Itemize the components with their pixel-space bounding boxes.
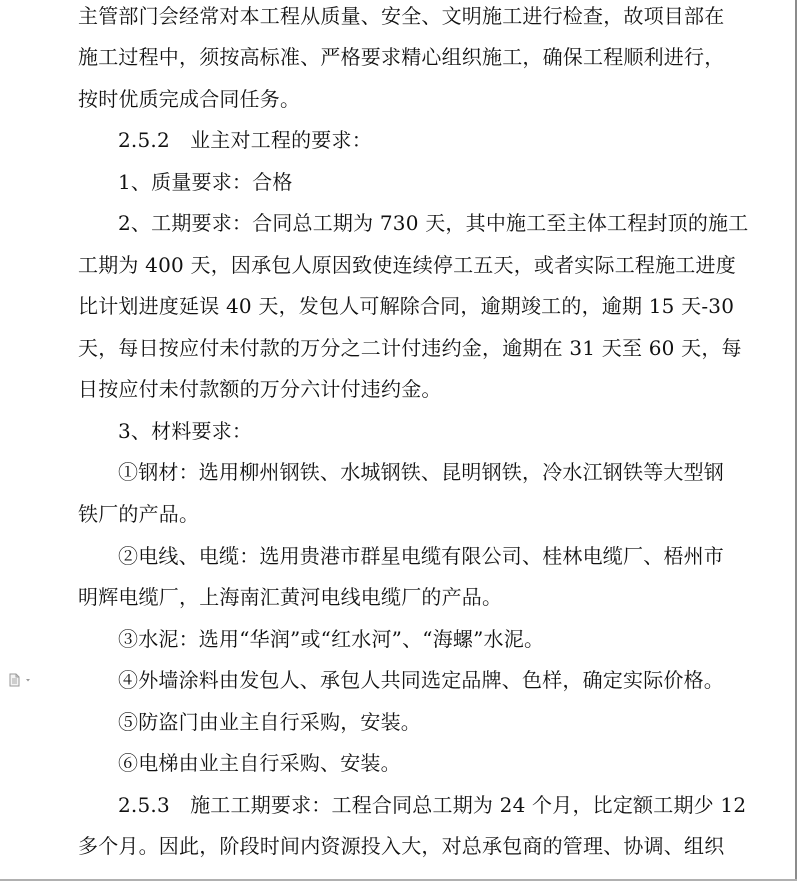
paragraph-anchor-icon[interactable] — [9, 673, 35, 687]
paragraph-line: 日按应付未付款额的万分六计付违约金。 — [78, 377, 442, 401]
section-heading-2-5-3: 2.5.3 施工工期要求：工程合同总工期为 24 个月，比定额工期少 12 — [118, 793, 747, 817]
material-requirement-heading: 3、材料要求： — [118, 419, 253, 443]
material-item-elevator: ⑥电梯由业主自行采购、安装。 — [118, 751, 401, 775]
material-item-cement: ③水泥：选用“华润”或“红水河”、“海螺”水泥。 — [118, 627, 545, 651]
schedule-requirement: 2、工期要求：合同总工期为 730 天，其中施工至主体工程封顶的施工 — [118, 211, 749, 235]
material-item-door: ⑤防盗门由业主自行采购，安装。 — [118, 710, 421, 734]
paragraph-line: 铁厂的产品。 — [78, 502, 200, 526]
material-item-steel: ①钢材：选用柳州钢铁、水城钢铁、昆明钢铁，冷水江钢铁等大型钢 — [118, 460, 724, 484]
paragraph-line: 比计划进度延误 40 天，发包人可解除合同，逾期竣工的，逾期 15 天-30 — [78, 294, 735, 318]
paragraph-line: 主管部门会经常对本工程从质量、安全、文明施工进行检查，故项目部在 — [78, 4, 725, 28]
paragraph-line: 明辉电缆厂，上海南汇黄河电线电缆厂的产品。 — [78, 585, 503, 609]
paragraph-line: 工期为 400 天，因承包人原因致使连续停工五天，或者实际工程施工进度 — [78, 253, 736, 277]
paragraph-line: 多个月。因此，阶段时间内资源投入大，对总承包商的管理、协调、组织 — [78, 834, 725, 858]
paragraph-line: 施工过程中，须按高标准、严格要求精心组织施工，确保工程顺利进行， — [78, 45, 725, 69]
quality-requirement: 1、质量要求：合格 — [118, 170, 293, 194]
paragraph-line: 按时优质完成合同任务。 — [78, 87, 301, 111]
paragraph-line: 天，每日按应付未付款的万分之二计付违约金，逾期在 31 天至 60 天，每 — [78, 336, 742, 360]
material-item-cable: ②电线、电缆：选用贵港市群星电缆有限公司、桂林电缆厂、梧州市 — [118, 544, 724, 568]
section-heading-2-5-2: 2.5.2 业主对工程的要求： — [118, 128, 372, 152]
material-item-paint: ④外墙涂料由发包人、承包人共同选定品牌、色样，确定实际价格。 — [118, 668, 724, 692]
